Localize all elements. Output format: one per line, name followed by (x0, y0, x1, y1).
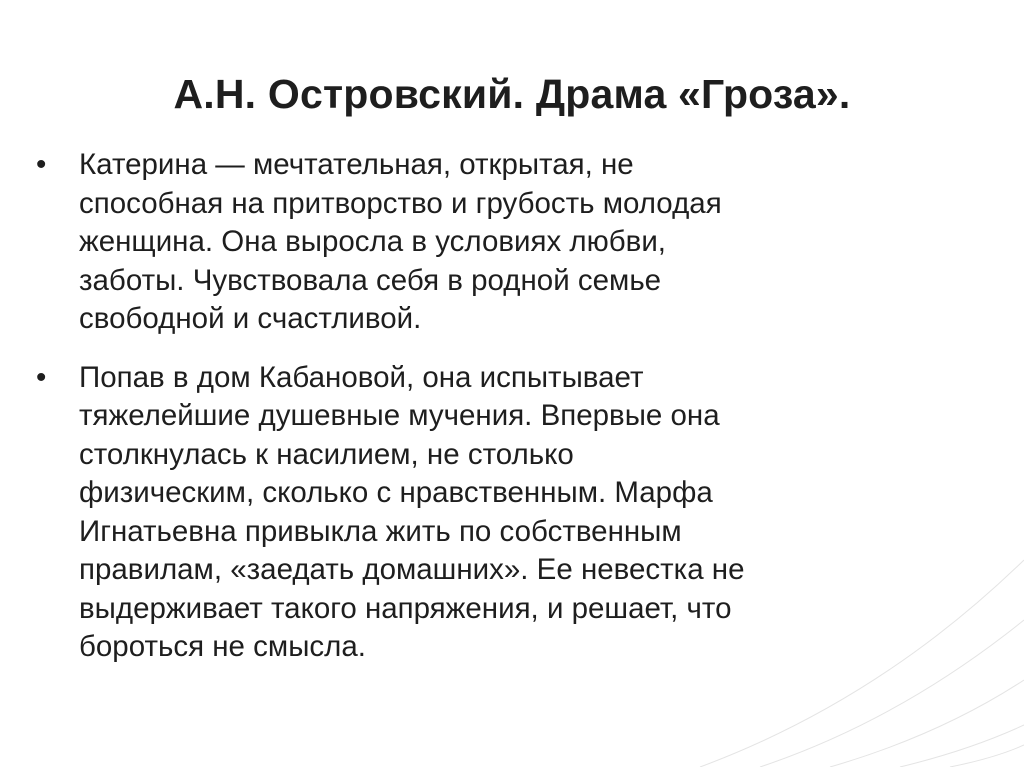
bullet-text-line: бороться не смысла. (79, 630, 366, 663)
slide-title: А.Н. Островский. Драма «Гроза». (173, 71, 851, 117)
decoration-curve (900, 725, 1024, 767)
bullet-text-line: тяжелейшие душевные мучения. Впервые она (79, 399, 720, 432)
bullet-text-line: способная на притворство и грубость молодая (79, 186, 722, 220)
bullet-point-icon: • (36, 360, 47, 394)
bullet-text-line: столкнулась к насилием, не столько (79, 437, 574, 471)
bullet-item (0, 146, 1024, 339)
bullet-text-line: женщина. Она выросла в условиях любви, (79, 225, 667, 258)
bullet-text-line: Игнатьевна привыкла жить по собственным (79, 514, 682, 548)
bullet-text-line: правилам, «заедать домашних». Ее невестка не (79, 553, 745, 586)
bullet-text-line: свободной и счастливой. (79, 302, 422, 335)
bullet-text-line: выдерживает такого напряжения, и решает, что (79, 591, 732, 625)
bullet-text-line: физическим, сколько с нравственным. Марфа (79, 476, 713, 509)
decoration-curve (950, 745, 1024, 767)
bullet-text-line: Катерина — мечтательная, открытая, не (79, 148, 634, 181)
bullet-item (0, 359, 1024, 667)
bullet-text-line: заботы. Чувствовала себя в родной семье (79, 263, 662, 297)
bullet-list (0, 146, 1024, 667)
bullet-point-icon: • (36, 148, 47, 181)
bullet-text-line: Попав в дом Кабановой, она испытывает (79, 360, 644, 394)
decoration-curve (830, 680, 1024, 767)
